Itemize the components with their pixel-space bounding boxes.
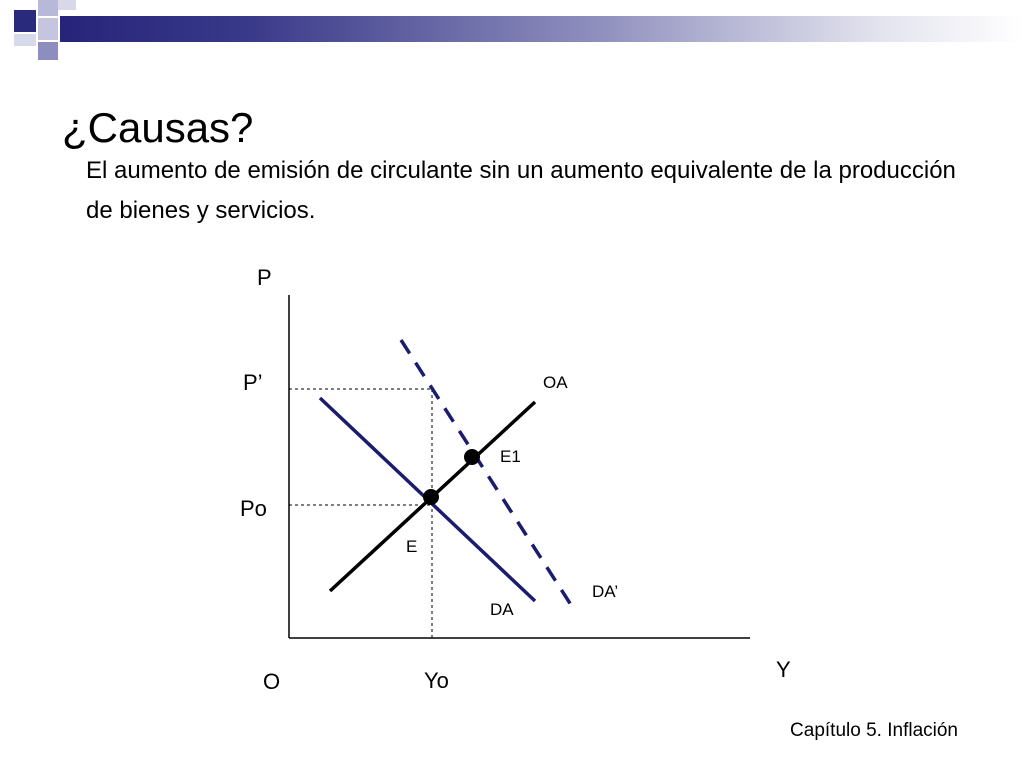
shifted-demand-curve-label: DA’ bbox=[592, 582, 619, 601]
p-prime-label: P’ bbox=[243, 370, 263, 395]
supply-curve-label: OA bbox=[543, 373, 568, 392]
y0-label: Yo bbox=[424, 668, 449, 693]
origin-label: O bbox=[263, 669, 281, 694]
equilibrium-point-e bbox=[423, 489, 439, 505]
point-e1-label: E1 bbox=[500, 447, 521, 466]
slide-title: ¿Causas? bbox=[62, 104, 254, 151]
point-e-label: E bbox=[406, 537, 418, 556]
slide-body-text: El aumento de emisión de circulante sin un aumento equivalente de la producción de bienes y servicios. bbox=[86, 157, 956, 224]
demand-curve-label: DA bbox=[490, 600, 514, 619]
equilibrium-point-e1 bbox=[464, 449, 480, 465]
p0-label: Po bbox=[240, 496, 267, 521]
x-axis-label: Y bbox=[776, 657, 791, 682]
slide-footer: Capítulo 5. Inflación bbox=[790, 720, 958, 741]
y-axis-label: P bbox=[257, 265, 272, 290]
